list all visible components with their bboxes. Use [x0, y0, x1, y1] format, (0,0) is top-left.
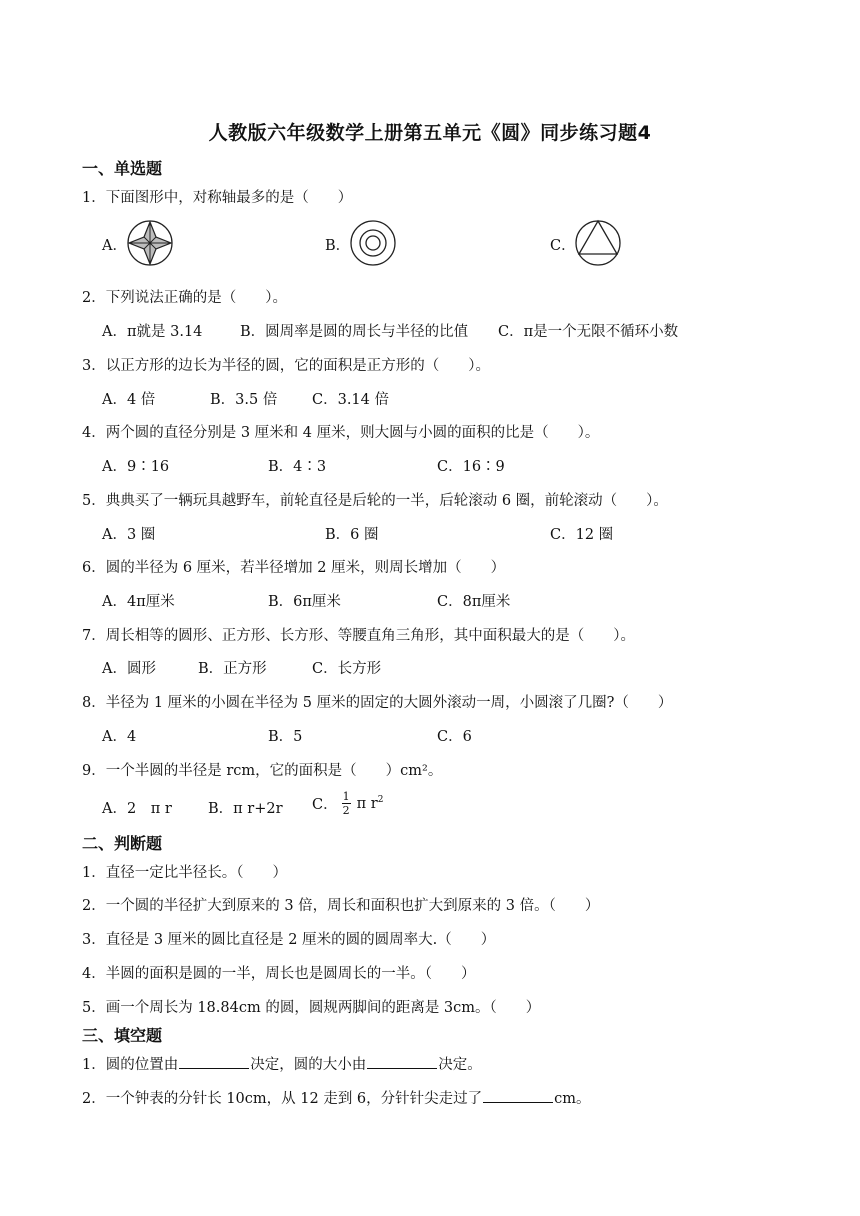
fill-blank-1-part-3: 决定。: [438, 1057, 482, 1073]
question-3-stem: 3．以正方形的边长为半径的圆，它的面积是正方形的（ ）。: [82, 358, 490, 374]
true-false-2: 2．一个圆的半径扩大到原来的 3 倍，周长和面积也扩大到原来的 3 倍。（ ）: [82, 898, 600, 914]
question-3-option-b: B．3.5 倍: [210, 392, 278, 408]
question-8-option-b: B．5: [268, 729, 303, 745]
question-2-option-a: A．π就是 3.14: [102, 324, 203, 340]
question-9-stem: 9．一个半圆的半径是 rcm，它的面积是（ ）cm²。: [82, 763, 443, 779]
question-4-option-a: A．9∶16: [102, 459, 170, 475]
one-half-fraction: [342, 791, 351, 816]
answer-blank[interactable]: [483, 1088, 553, 1103]
section-fill-blank: 三、填空题: [82, 1026, 163, 1045]
question-8-stem: 8．半径为 1 厘米的小圆在半径为 5 厘米的固定的大圆外滚动一周，小圆滚了几圈?（ ）: [82, 695, 673, 711]
question-3-option-a: A．4 倍: [102, 392, 156, 408]
question-8-option-a: A．4: [102, 729, 137, 745]
question-7-option-b: B．正方形: [198, 661, 267, 677]
circle-star-icon: [126, 219, 174, 267]
section-true-false: 二、判断题: [82, 834, 163, 853]
question-4-stem: 4．两个圆的直径分别是 3 厘米和 4 厘米，则大圆与小圆的面积的比是（ ）。: [82, 425, 600, 441]
page-title: 人教版六年级数学上册第五单元《圆》同步练习题4: [208, 122, 652, 144]
true-false-5: 5．画一个周长为 18.84cm 的圆，圆规两脚间的距离是 3cm。（ ）: [82, 1000, 541, 1016]
concentric-circles-icon: [349, 219, 397, 267]
pi-r-text: π r: [356, 795, 378, 812]
fraction-numerator: 1: [342, 790, 350, 803]
question-9-option-b: B．π r+2r: [208, 801, 283, 817]
fill-blank-2: [82, 1087, 591, 1108]
section-single-choice: 一、单选题: [82, 159, 163, 178]
fill-blank-1-part-2: 决定，圆的大小由: [250, 1057, 367, 1073]
question-6-option-b: B．6π厘米: [268, 594, 341, 610]
question-1-option-c: C．: [550, 238, 576, 254]
fill-blank-2-part-1: 2．一个钟表的分针长 10cm，从 12 走到 6，分针针尖走过了: [82, 1091, 483, 1107]
question-9-option-c-expr: [357, 795, 384, 812]
question-6-stem: 6．圆的半径为 6 厘米，若半径增加 2 厘米，则周长增加（ ）: [82, 560, 506, 576]
question-1-stem: 1．下面图形中，对称轴最多的是（ ）: [82, 190, 353, 206]
question-6-option-a: A．4π厘米: [102, 594, 175, 610]
true-false-1: 1．直径一定比半径长。（ ）: [82, 865, 287, 881]
square-exponent: 2: [377, 795, 384, 806]
question-2-option-b: B．圆周率是圆的周长与半径的比值: [240, 324, 469, 340]
fill-blank-1: [82, 1053, 482, 1074]
question-9-option-c-label: C．: [312, 797, 338, 813]
fill-blank-1-part-1: 1．圆的位置由: [82, 1057, 179, 1073]
true-false-4: 4．半圆的面积是圆的一半，周长也是圆周长的一半。（ ）: [82, 966, 476, 982]
question-5-option-c: C．12 圈: [550, 527, 614, 543]
question-9-option-c: [312, 791, 383, 816]
question-4-option-c: C．16∶9: [437, 459, 505, 475]
question-7-option-c: C．长方形: [312, 661, 382, 677]
question-7-option-a: A．圆形: [102, 661, 156, 677]
question-3-option-c: C．3.14 倍: [312, 392, 389, 408]
question-4-option-b: B．4∶3: [268, 459, 327, 475]
answer-blank[interactable]: [367, 1054, 437, 1069]
question-1-option-a: A．: [102, 238, 127, 254]
true-false-3: 3．直径是 3 厘米的圆比直径是 2 厘米的圆的圆周率大.（ ）: [82, 932, 496, 948]
question-2-stem: 2．下列说法正确的是（ ）。: [82, 290, 287, 306]
circle-triangle-icon: [574, 219, 622, 267]
question-5-option-a: A．3 圈: [102, 527, 156, 543]
question-8-option-c: C．6: [437, 729, 472, 745]
fill-blank-2-part-2: cm。: [554, 1091, 591, 1107]
question-2-option-c: C．π是一个无限不循环小数: [498, 324, 679, 340]
fraction-denominator: 2: [342, 804, 350, 817]
question-5-stem: 5．典典买了一辆玩具越野车，前轮直径是后轮的一半，后轮滚动 6 圈，前轮滚动（ ）。: [82, 493, 668, 509]
answer-blank[interactable]: [179, 1054, 249, 1069]
question-1-option-b: B．: [325, 238, 351, 254]
question-6-option-c: C．8π厘米: [437, 594, 511, 610]
question-9-option-a: A．2 π r: [102, 801, 172, 817]
question-5-option-b: B．6 圈: [325, 527, 379, 543]
question-7-stem: 7．周长相等的圆形、正方形、长方形、等腰直角三角形，其中面积最大的是（ ）。: [82, 628, 635, 644]
